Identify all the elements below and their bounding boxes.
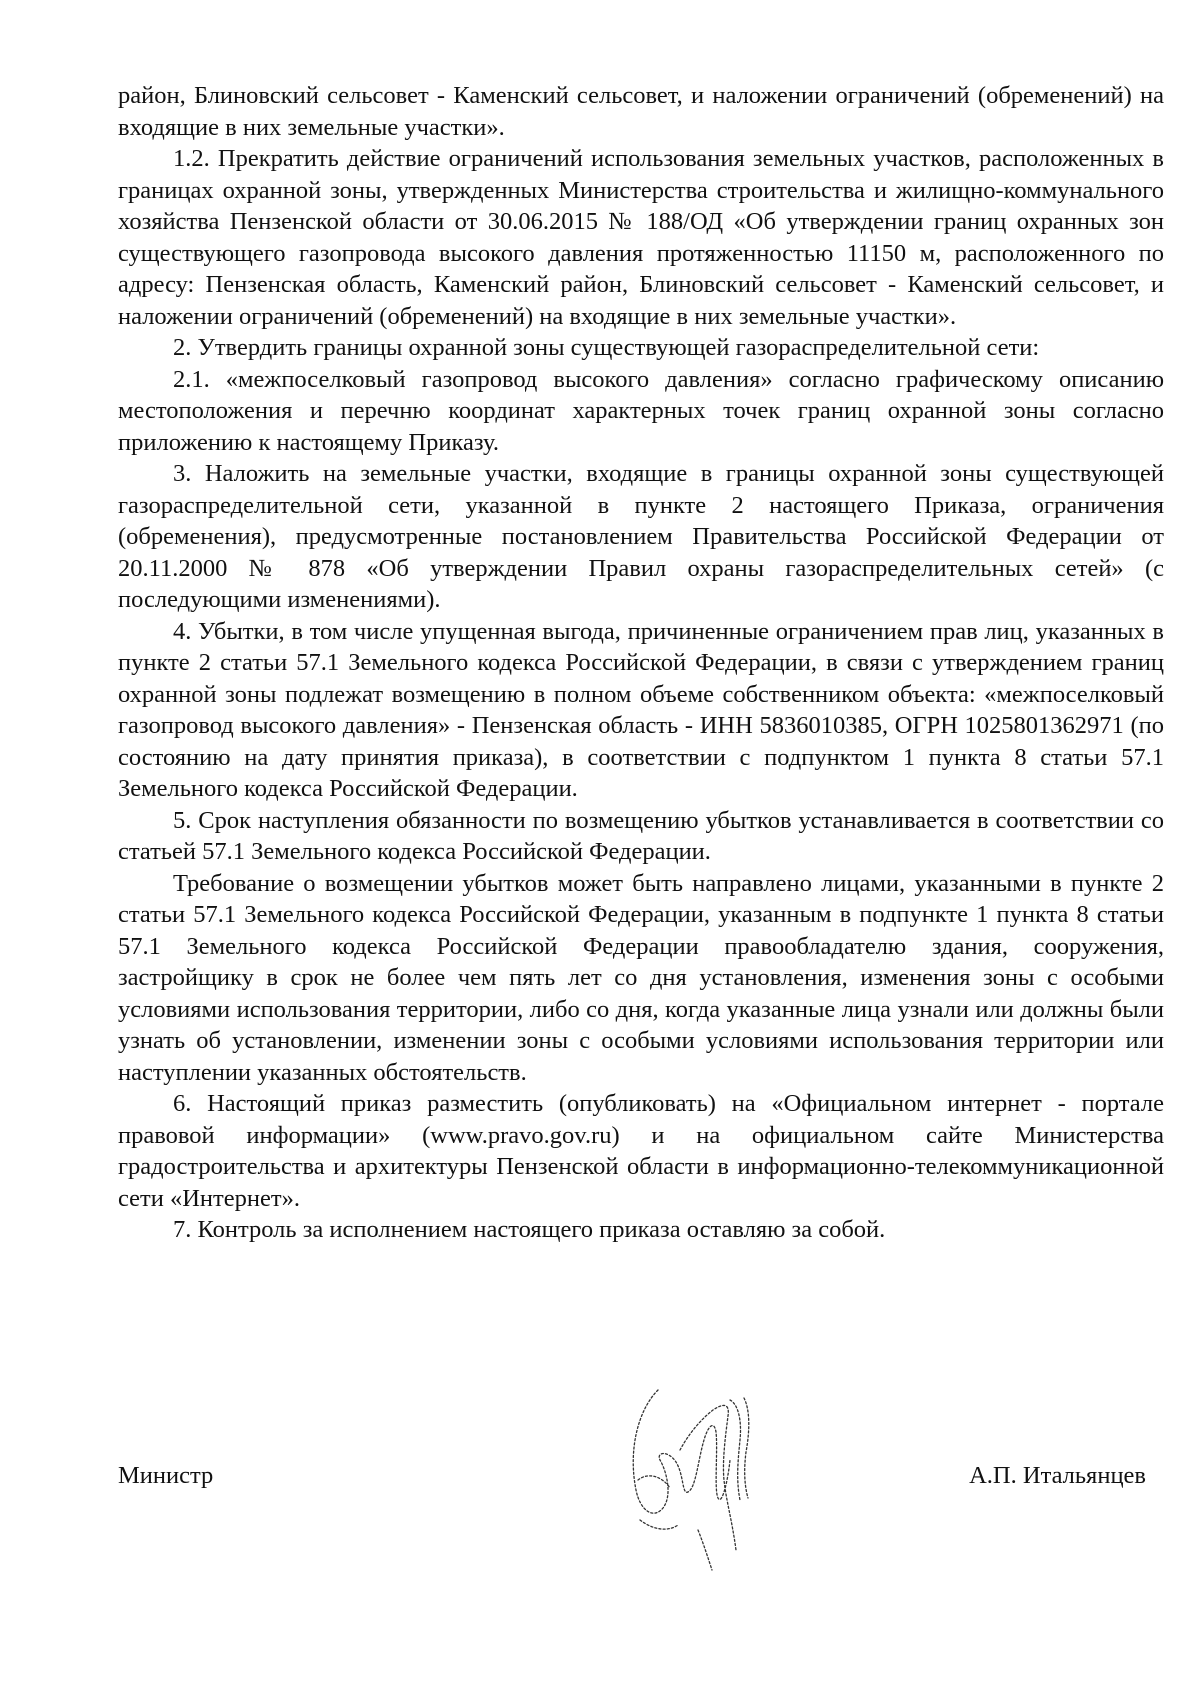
paragraph-2: 2. Утвердить границы охранной зоны существующей газораспределительной сети: <box>173 334 1040 361</box>
paragraph-1-2: 1.2. Прекратить действие ограничений использования земельных участков, расположенных в границах охранной зоны, утвержденных Министерства строительства и жилищно-коммунального хозяйства Пензенской области от 30.06.2015 № 188/ОД «Об утверждении границ охранных зон существующего газопровода высокого давления протяженностью 11150 м, расположенного по адресу: Пензенская область, Каменский район, Блиновский сельсовет - Каменский сельсовет, и наложении ограничений (обременений) на входящие в них земельные участки». <box>118 145 1164 330</box>
signature-block <box>118 1380 1164 1580</box>
paragraph-5: 5. Срок наступления обязанности по возмещению убытков устанавливается в соответствии со статьей 57.1 Земельного кодекса Российской Федерации. <box>118 806 1164 865</box>
document-body <box>118 80 1164 1246</box>
paragraph-continuation: район, Блиновский сельсовет - Каменский сельсовет, и наложении ограничений (обременений) на входящие в них земельные участки». <box>118 82 1164 141</box>
paragraph-2-1: 2.1. «межпоселковый газопровод высокого давления» согласно графическому описанию местоположения и перечню координат характерных точек границ охранной зоны согласно приложению к настоящему Приказу. <box>118 365 1164 456</box>
handwritten-signature <box>618 1380 788 1575</box>
paragraph-5-damages: Требование о возмещении убытков может быть направлено лицами, указанными в пункте 2 статьи 57.1 Земельного кодекса Российской Федерации, указанным в подпункте 1 пункта 8 статьи 57.1 Земельного кодекса Российской Федерации правообладателю здания, сооружения, застройщику в срок не более чем пять лет со дня установления, изменения зоны с особыми условиями использования территории, либо со дня, когда указанные лица узнали или должны были узнать об установлении, изменении зоны с особыми условиями использования территории или наступлении указанных обстоятельств. <box>118 869 1164 1086</box>
paragraph-4: 4. Убытки, в том числе упущенная выгода, причиненные ограничением прав лиц, указанных в пункте 2 статьи 57.1 Земельного кодекса Российской Федерации, в связи с утверждением границ охранной зоны подлежат возмещению в полном объеме собственником объекта: «межпоселковый газопровод высокого давления» - Пензенская область - ИНН 5836010385, ОГРН 1025801362971 (по состоянию на дату принятия приказа), в соответствии с подпунктом 1 пункта 8 статьи 57.1 Земельного кодекса Российской Федерации. <box>118 617 1164 802</box>
paragraph-7: 7. Контроль за исполнением настоящего приказа оставляю за собой. <box>173 1216 886 1243</box>
paragraph-3: 3. Наложить на земельные участки, входящие в границы охранной зоны существующей газораспределительной сети, указанной в пункте 2 настоящего Приказа, ограничения (обременения), предусмотренные постановлением Правительства Российской Федерации от 20.11.2000 № 878 «Об утверждении Правил охраны газораспределительных сетей» (с последующими изменениями). <box>118 460 1164 613</box>
signer-role: Министр <box>118 1462 214 1489</box>
signer-name: А.П. Итальянцев <box>969 1462 1146 1489</box>
paragraph-6: 6. Настоящий приказ разместить (опубликовать) на «Официальном интернет - портале правовой информации» (www.pravo.gov.ru) и на официальном сайте Министерства градостроительства и архитектуры Пензенской области в информационно-телекоммуникационной сети «Интернет». <box>118 1090 1164 1212</box>
